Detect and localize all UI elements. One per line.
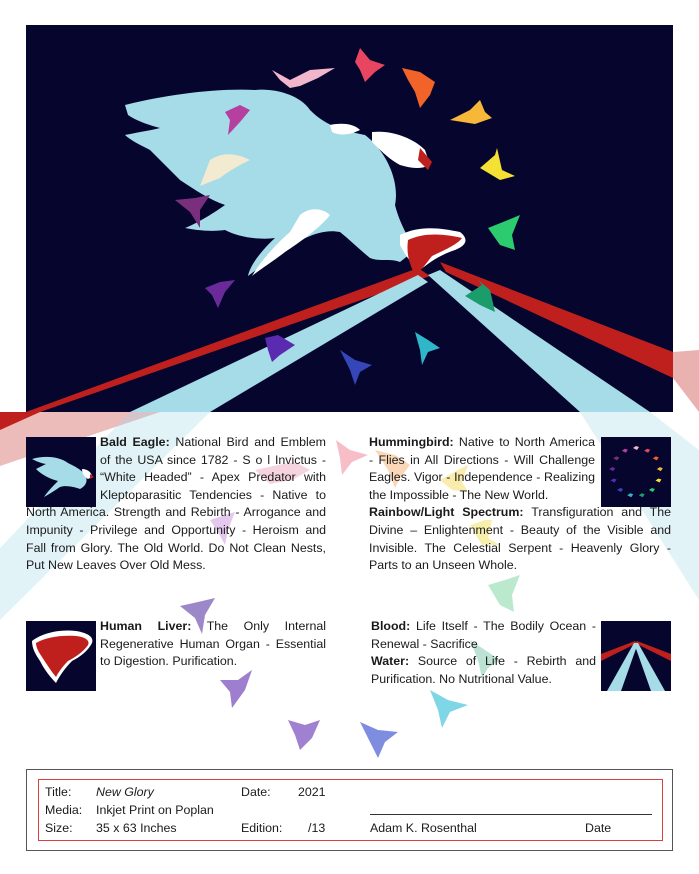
water-body: Source of Life - Rebirth and Purification. No Nutritional Value.	[371, 654, 596, 686]
liver-body: The Only Internal Regenerative Human Organ - Essential to Digestion. Purification.	[100, 619, 327, 669]
signature-line	[370, 814, 652, 815]
hummingbird-heading: Hummingbird:	[369, 435, 454, 449]
hummingbird-description	[369, 434, 671, 575]
blood-water-description	[371, 618, 596, 688]
rainbow-heading: Rainbow/Light Spectrum:	[369, 505, 524, 520]
water-heading: Water:	[371, 654, 410, 669]
edition-value: /13	[308, 821, 326, 835]
title-label: Title:	[45, 785, 72, 799]
artist-name: Adam K. Rosenthal	[370, 821, 477, 835]
size-label: Size:	[45, 821, 73, 835]
signature-date-label: Date	[585, 821, 612, 835]
blood-body: Life Itself - The Bodily Ocean - Renewal - Sacrifice	[371, 619, 596, 651]
eagle-description	[26, 434, 326, 575]
artwork-label	[26, 769, 673, 851]
title-value: New Glory	[96, 785, 154, 799]
media-label: Media:	[45, 803, 83, 817]
liver-description	[26, 618, 326, 688]
label-inner-frame	[38, 779, 663, 841]
edition-label: Edition:	[241, 821, 283, 835]
hummingbird-body: Native to North America - Flies in All Directions - Will Challenge Eagles. Vigor - Independence - Realizing the Impossible - The New World.	[369, 435, 595, 502]
date-label: Date:	[241, 785, 271, 799]
red-ray-right-ext	[673, 350, 699, 412]
eagle-heading: Bald Eagle:	[100, 435, 170, 449]
liver-heading: Human Liver:	[100, 619, 192, 633]
rays-thumbnail	[601, 621, 671, 691]
date-value: 2021	[298, 785, 326, 799]
rainbow-body: Transfiguration and The Divine – Enlightenment - Beauty of the Visible and Invisible. The Celestial Serpent - Heavenly Glory - Parts to an Unseen Whole.	[369, 505, 672, 573]
media-value: Inkjet Print on Poplan	[96, 803, 214, 817]
size-value: 35 x 63 Inches	[96, 821, 177, 835]
blood-heading: Blood:	[371, 619, 411, 633]
eagle-body: National Bird and Emblem of the USA since 1782 - S o l Invictus - “White Headed” - Apex Predator with Kleptoparasitic Tendencies - Native to North America. Strength and Rebirth - Arrogance and Impunity - Privilege and Opportunity - Heroism and Fall from Glory. The Old World. Do Not Clean Nests, Put New Leaves Over Old Mess.	[26, 435, 326, 573]
